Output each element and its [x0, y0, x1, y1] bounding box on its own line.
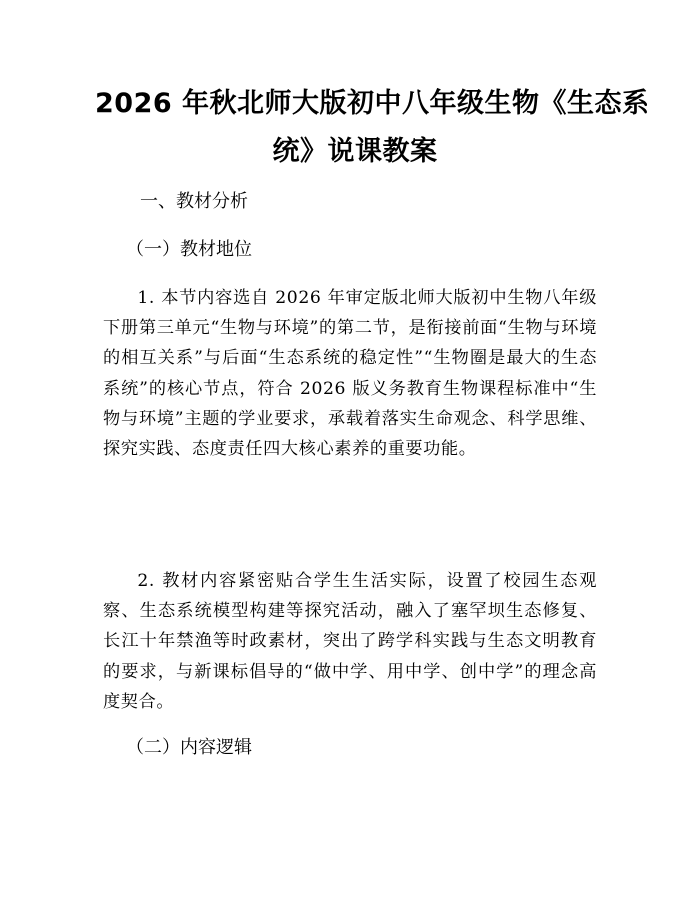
- subsection-heading-logic: （二）内容逻辑: [126, 737, 252, 758]
- paragraph-1: 1. 本节内容选自 2026 年审定版北师大版初中生物八年级下册第三单元“生物与环境”的第二节，是衔接前面“生物与环境的相互关系”与后面“生态系统的稳定性”“生物圈是最大的生态系统”的核心节点，符合 2026 版义务教育生物课程标准中“生物与环境”主题的学业要求，承载着落实生命观念、科学思维、探究实践、态度责任四大核心素养的重要功能。: [103, 288, 597, 460]
- subsection-heading-position: （一）教材地位: [126, 239, 252, 260]
- section-heading: 一、教材分析: [140, 191, 248, 212]
- document-title-line-1: 2026 年秋北师大版初中八年级生物《生态系: [95, 88, 650, 119]
- document-title-line-2: 统》说课教案: [272, 136, 438, 167]
- paragraph-2: 2. 教材内容紧密贴合学生生活实际，设置了校园生态观察、生态系统模型构建等探究活动，融入了塞罕坝生态修复、长江十年禁渔等时政素材，突出了跨学科实践与生态文明教育的要求，与新课标倡导的“做中学、用中学、创中学”的理念高度契合。: [103, 571, 597, 712]
